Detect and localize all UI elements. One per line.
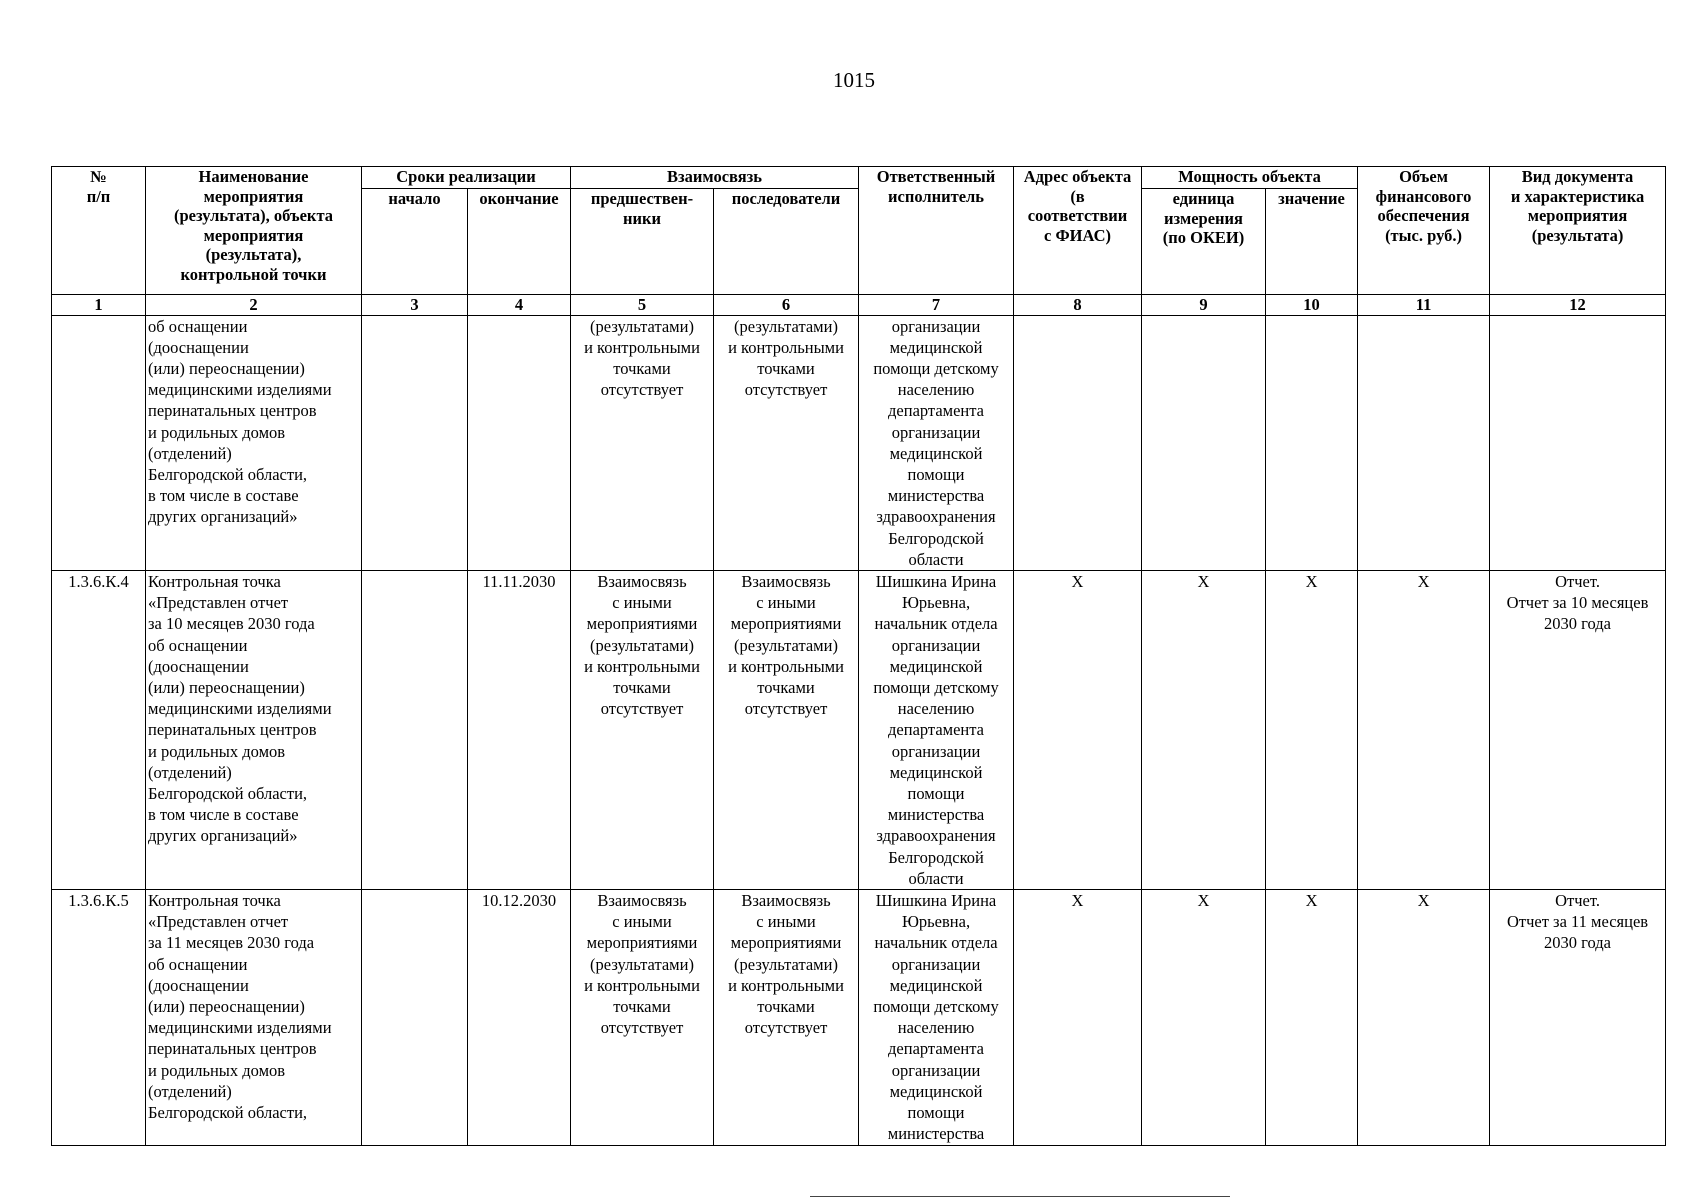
cell-financing [1358,315,1490,570]
column-number: 3 [362,295,468,316]
plan-table [51,166,1666,1146]
header-num: № п/п [52,167,146,295]
cell-end [468,315,571,570]
header-power-group: Мощность объекта [1142,167,1358,189]
header-responsible: Ответственный исполнитель [859,167,1014,295]
header-end: окончание [468,189,571,295]
column-number: 10 [1266,295,1358,316]
header-name: Наименование мероприятия (результата), объекта мероприятия (результата), контрольной точки [146,167,362,295]
header-start: начало [362,189,468,295]
cell-start [362,889,468,1145]
cell-predecessors: (результатами) и контрольными точками отсутствует [571,315,714,570]
cell-value [1266,315,1358,570]
cell-financing: X [1358,889,1490,1145]
cell-successors: Взаимосвязь с иными мероприятиями (результатами) и контрольными точками отсутствует [714,889,859,1145]
header-successors: последователи [714,189,859,295]
cell-document: Отчет. Отчет за 11 месяцев 2030 года [1490,889,1666,1145]
column-number: 8 [1014,295,1142,316]
cell-predecessors: Взаимосвязь с иными мероприятиями (результатами) и контрольными точками отсутствует [571,570,714,889]
header-document: Вид документа и характеристика мероприятия (результата) [1490,167,1666,295]
cell-num: 1.3.6.К.5 [52,889,146,1145]
cell-unit [1142,315,1266,570]
header-predecessors: предшествен- ники [571,189,714,295]
cell-responsible: организации медицинской помощи детскому населению департамента организации медицинской помощи министерства здравоохранения Белгородской области [859,315,1014,570]
cell-name: об оснащении (дооснащении (или) переоснащении) медицинскими изделиями перинатальных центров и родильных домов (отделений) Белгородской области, в том числе в составе других организаций» [146,315,362,570]
cell-address: X [1014,570,1142,889]
cell-responsible: Шишкина Ирина Юрьевна, начальник отдела организации медицинской помощи детскому населению департамента организации медицинской помощи министерства здравоохранения Белгородской области [859,570,1014,889]
column-number: 4 [468,295,571,316]
header-row-1 [52,167,1666,189]
cell-end: 10.12.2030 [468,889,571,1145]
cell-document: Отчет. Отчет за 10 месяцев 2030 года [1490,570,1666,889]
table-row [52,315,1666,570]
header-unit: единица измерения (по ОКЕИ) [1142,189,1266,295]
cell-start [362,315,468,570]
cell-unit: X [1142,889,1266,1145]
cell-value: X [1266,889,1358,1145]
bottom-divider [810,1196,1230,1197]
column-number: 6 [714,295,859,316]
cell-successors: (результатами) и контрольными точками отсутствует [714,315,859,570]
cell-name: Контрольная точка «Представлен отчет за 11 месяцев 2030 года об оснащении (дооснащении (или) переоснащении) медицинскими изделиями перинатальных центров и родильных домов (отделений) Белгородской области, [146,889,362,1145]
column-number: 11 [1358,295,1490,316]
cell-address: X [1014,889,1142,1145]
page-number: 1015 [833,68,875,92]
cell-num [52,315,146,570]
cell-predecessors: Взаимосвязь с иными мероприятиями (результатами) и контрольными точками отсутствует [571,889,714,1145]
cell-financing: X [1358,570,1490,889]
column-number: 7 [859,295,1014,316]
cell-start [362,570,468,889]
cell-successors: Взаимосвязь с иными мероприятиями (результатами) и контрольными точками отсутствует [714,570,859,889]
cell-unit: X [1142,570,1266,889]
column-number: 9 [1142,295,1266,316]
table-row [52,570,1666,889]
column-number-row [52,295,1666,316]
header-link-group: Взаимосвязь [571,167,859,189]
header-value: значение [1266,189,1358,295]
table-row [52,889,1666,1145]
cell-num: 1.3.6.К.4 [52,570,146,889]
cell-document [1490,315,1666,570]
cell-value: X [1266,570,1358,889]
cell-end: 11.11.2030 [468,570,571,889]
column-number: 1 [52,295,146,316]
cell-responsible: Шишкина Ирина Юрьевна, начальник отдела организации медицинской помощи детскому населению департамента организации медицинской помощи министерства [859,889,1014,1145]
header-address: Адрес объекта (в соответствии с ФИАС) [1014,167,1142,295]
cell-name: Контрольная точка «Представлен отчет за 10 месяцев 2030 года об оснащении (дооснащении (или) переоснащении) медицинскими изделиями перинатальных центров и родильных домов (отделений) Белгородской области, в том числе в составе других организаций» [146,570,362,889]
header-financing: Объем финансового обеспечения (тыс. руб.) [1358,167,1490,295]
column-number: 2 [146,295,362,316]
header-terms-group: Сроки реализации [362,167,571,189]
column-number: 12 [1490,295,1666,316]
cell-address [1014,315,1142,570]
column-number: 5 [571,295,714,316]
